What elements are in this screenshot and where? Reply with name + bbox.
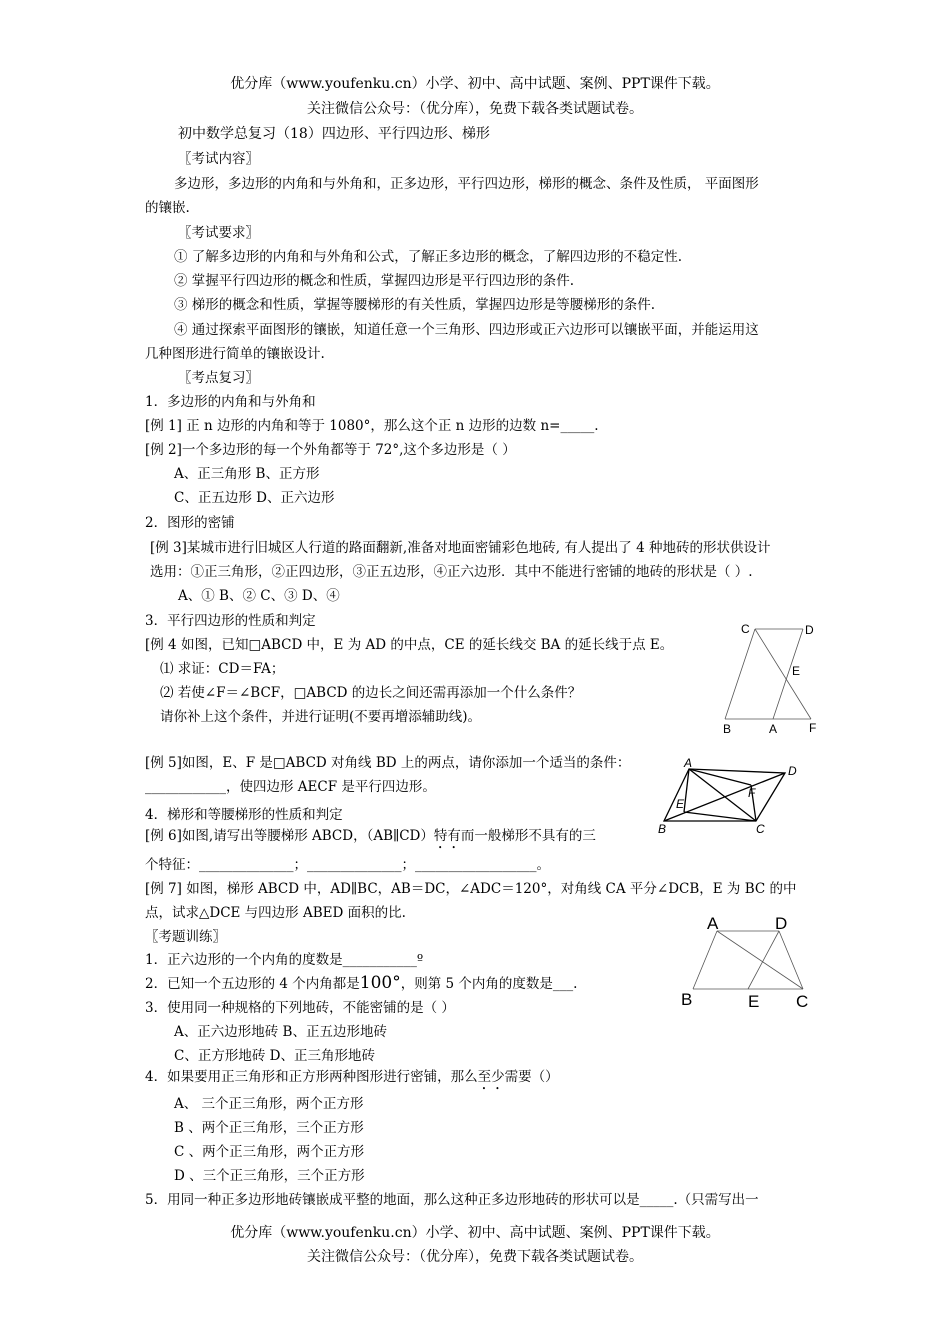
section-2-title: 2．图形的密铺 bbox=[145, 515, 235, 531]
label-B: B bbox=[723, 722, 732, 736]
page-title: 初中数学总复习（18）四边形、平行四边形、梯形 bbox=[178, 126, 490, 142]
example-5-line-2: ____________，使四边形 AECF 是平行四边形。 bbox=[145, 779, 436, 795]
label-F: F bbox=[748, 786, 756, 800]
label-B: B bbox=[681, 990, 693, 1009]
label-F: F bbox=[809, 721, 817, 735]
example-2-options-cd: C、正五边形 D、正六边形 bbox=[174, 490, 335, 506]
emphasis-text: 特有 bbox=[433, 828, 461, 844]
label-B: B bbox=[658, 822, 667, 836]
label-A: A bbox=[769, 722, 778, 736]
example-7-line-1: [例 7] 如图，梯形 ABCD 中，AD∥BC，AB＝DC，∠ADC＝120°，对角线 CA 平分∠DCB，E 为 BC 的中 bbox=[145, 881, 797, 897]
label-A: A bbox=[707, 914, 719, 933]
label-E: E bbox=[792, 664, 801, 678]
figure-example-5 bbox=[652, 755, 812, 840]
example-2: [例 2]一个多边形的每一个外角都等于 72°,这个多边形是（ ） bbox=[145, 442, 516, 458]
practice-q1: 1．正六边形的一个内角的度数是___________º bbox=[145, 952, 424, 968]
requirement-3: ③ 梯形的概念和性质，掌握等腰梯形的有关性质，掌握四边形是等腰梯形的条件. bbox=[174, 297, 656, 313]
example-5-line-1: [例 5]如图，E、F 是□ABCD 对角线 BD 上的两点，请你添加一个适当的条件： bbox=[145, 755, 631, 771]
example-3-options: A、① B、② C、③ D、④ bbox=[178, 588, 340, 604]
example-6-line-1: [例 6]如图,请写出等腰梯形 ABCD，（AB∥CD）特有而一般梯形不具有的三 bbox=[145, 828, 596, 844]
practice-q2: 2．已知一个五边形的 4 个内角都是100°，则第 5 个内角的度数是___. bbox=[145, 973, 578, 993]
requirements-heading: 〖考试要求〗 bbox=[178, 225, 259, 241]
practice-q4: 4．如果要用正三角形和正方形两种图形进行密铺，那么至少需要（） bbox=[145, 1069, 559, 1085]
practice-heading: 〖考题训练〗 bbox=[145, 929, 226, 945]
example-7-line-2: 点，试求△DCE 与四边形 ABED 面积的比. bbox=[145, 905, 406, 921]
practice-q3-options-ab: A、正六边形地砖 B、正五边形地砖 bbox=[174, 1024, 387, 1040]
section-4-title: 4．梯形和等腰梯形的性质和判定 bbox=[145, 807, 343, 823]
label-C: C bbox=[796, 992, 809, 1011]
footer-line-1: 优分库（www.youfenku.cn）小学、初中、高中试题、案例、PPT课件下载。 bbox=[230, 1225, 720, 1241]
practice-q5: 5．用同一种正多边形地砖镶嵌成平整的地面，那么这种正多边形地砖的形状可以是_____.（只需写出一 bbox=[145, 1192, 759, 1208]
figure-example-4 bbox=[715, 615, 825, 740]
review-heading: 〖考点复习〗 bbox=[178, 370, 259, 386]
section-3-title: 3．平行四边形的性质和判定 bbox=[145, 613, 316, 629]
label-A: A bbox=[684, 756, 693, 770]
practice-q4-option-b: B 、两个正三角形，三个正方形 bbox=[174, 1120, 364, 1136]
label-D: D bbox=[788, 764, 797, 778]
example-3-line-1: [例 3]某城市进行旧城区人行道的路面翻新,准备对地面密铺彩色地砖, 有人提出了 4 种地砖的形状供设计 bbox=[150, 540, 771, 556]
content-line-2: 的镶嵌. bbox=[145, 200, 190, 216]
label-E: E bbox=[748, 992, 760, 1011]
label-D: D bbox=[805, 623, 814, 637]
requirement-1: ① 了解多边形的内角和与外角和公式，了解正多边形的概念，了解四边形的不稳定性. bbox=[174, 249, 683, 265]
content-line-1: 多边形，多边形的内角和与外角和，正多边形，平行四边形，梯形的概念、条件及性质， 平面图形 bbox=[174, 176, 759, 192]
requirement-2: ② 掌握平行四边形的概念和性质，掌握四边形是平行四边形的条件. bbox=[174, 273, 575, 289]
example-2-options-ab: A、正三角形 B、正方形 bbox=[174, 466, 320, 482]
practice-q4-option-d: D 、三个正三角形，三个正方形 bbox=[174, 1168, 365, 1184]
label-D: D bbox=[775, 914, 788, 933]
example-4-part-2b: 请你补上这个条件，并进行证明(不要再增添辅助线)。 bbox=[160, 709, 482, 725]
footer-line-2: 关注微信公众号：（优分库），免费下载各类试题试卷。 bbox=[307, 1249, 643, 1265]
example-4-part-1: ⑴ 求证：CD＝FA； bbox=[160, 661, 285, 677]
practice-q3: 3．使用同一种规格的下列地砖，不能密铺的是（ ） bbox=[145, 1000, 455, 1016]
example-1: [例 1] 正 n 边形的内角和等于 1080°，那么这个正 n 边形的边数 n=_____. bbox=[145, 418, 599, 434]
figure-example-7 bbox=[675, 910, 815, 1015]
header-line-1: 优分库（www.youfenku.cn）小学、初中、高中试题、案例、PPT课件下载。 bbox=[230, 76, 720, 92]
header-line-2: 关注微信公众号：（优分库），免费下载各类试题试卷。 bbox=[307, 101, 643, 117]
practice-q3-options-cd: C、正方形地砖 D、正三角形地砖 bbox=[174, 1048, 375, 1064]
practice-q4-option-c: C 、两个正三角形，两个正方形 bbox=[174, 1144, 365, 1160]
requirement-4a: ④ 通过探索平面图形的镶嵌，知道任意一个三角形、四边形或正六边形可以镶嵌平面，并能运用这 bbox=[174, 322, 759, 338]
example-4-part-2: ⑵ 若使∠F＝∠BCF，□ABCD 的边长之间还需再添加一个什么条件？ bbox=[160, 685, 582, 701]
angle-value: 100° bbox=[359, 973, 401, 993]
example-4-line-1: [例 4 如图，已知□ABCD 中，E 为 AD 的中点，CE 的延长线交 BA 的延长线于点 E。 bbox=[145, 637, 674, 653]
requirement-4b: 几种图形进行简单的镶嵌设计. bbox=[145, 346, 325, 362]
practice-q4-option-a: A、 三个正三角形，两个正方形 bbox=[174, 1096, 364, 1112]
content-heading: 〖考试内容〗 bbox=[178, 151, 259, 167]
emphasis-text: 至少 bbox=[477, 1069, 505, 1085]
label-E: E bbox=[676, 797, 685, 811]
example-3-line-2: 选用：①正三角形，②正四边形，③正五边形，④正六边形．其中不能进行密铺的地砖的形状是（ ）. bbox=[150, 564, 753, 580]
label-C: C bbox=[741, 622, 750, 636]
example-6-line-2: 个特征：______________；______________；__________________。 bbox=[145, 857, 550, 873]
section-1-title: 1．多边形的内角和与外角和 bbox=[145, 394, 316, 410]
label-C: C bbox=[756, 822, 765, 836]
